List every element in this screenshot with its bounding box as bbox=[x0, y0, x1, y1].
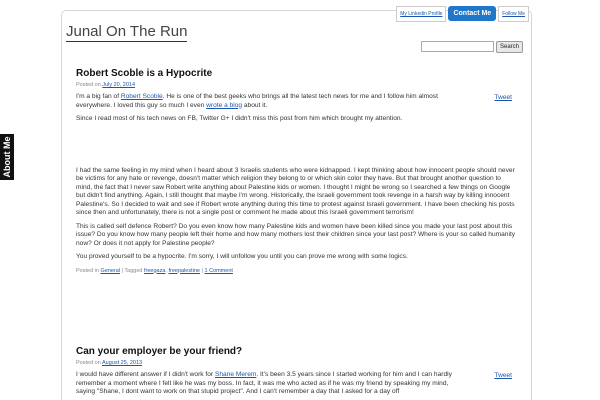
text-segment: . It's been 3.5 years since I started working for him and I can hardly remember a moment where I felt like he was my boss. In fact, it was me who acted as if he was my friend by speaking my mind, saying "Shane, I dont want to work on that stupid project". And I can't remember a day that I asked for a day off bbox=[76, 371, 452, 395]
tweet-button[interactable]: Tweet bbox=[494, 94, 512, 101]
tag-link[interactable]: freegaza bbox=[144, 267, 166, 274]
text-segment: . He is one of the best geeks who brings all the latest tech news for me and I follow him almost everywhere. I loved this guy so much I even bbox=[76, 93, 438, 109]
embed-placeholder bbox=[76, 124, 516, 162]
tag-link[interactable]: freepalestine bbox=[168, 267, 200, 274]
shane-merem-link[interactable]: Shane Merem bbox=[214, 371, 257, 378]
footer-text: | bbox=[199, 267, 205, 274]
text-segment: I would have different answer if I didn't work for bbox=[76, 371, 215, 378]
post-title[interactable]: Can your employer be your friend? bbox=[76, 346, 243, 357]
post-employer-friend bbox=[76, 346, 516, 397]
text-segment: about it. bbox=[242, 101, 268, 109]
footer-text: , bbox=[165, 267, 169, 274]
post-paragraph: I had the same feeling in my mind when I heard about 3 Israelis students who were kidnapped. I kept thinking about how innocent people should never be victims for any hate or revenge, doesn't matter which religion they belong to or which skin color they have. But that brought another question to mind, the fact that I never saw Robert write anything about Palestine kids or women. I thought I might be wrong so I searched a few things on Google but didn't find anything. Again, I still thought that maybe I'm wrong. Historically, the Israeli government took revenge in a harsh way by killing innocent Palestine's. So I decided to wait and see if Robert wrote anything during this time to protest against Israeli government. I have been checking his posts since then and unfortunately, there is not a single post or comment he made about this Israeli government terrorism! bbox=[76, 166, 515, 216]
post-title[interactable]: Robert Scoble is a Hypocrite bbox=[76, 68, 213, 79]
post-body bbox=[76, 371, 516, 397]
footer-text: Posted in bbox=[76, 267, 101, 274]
search-form bbox=[421, 41, 523, 53]
post-body bbox=[76, 93, 516, 262]
linkedin-link[interactable]: My Linkedin Profile bbox=[396, 6, 446, 22]
top-links bbox=[396, 6, 529, 22]
category-link[interactable]: General bbox=[100, 267, 121, 274]
post-meta bbox=[76, 82, 516, 88]
post-paragraph: This is called self defence Robert? Do you even know how many Palestine kids and women have been killed since you made your last post about this issue? Do you know how many people left their home and how many mothers lost their children since your last post? Where is your so called humanity now? Or does it not apply for Palestine people? bbox=[76, 222, 516, 247]
wrote-a-blog-link[interactable]: wrote a blog bbox=[206, 101, 243, 109]
post-paragraph bbox=[76, 371, 516, 397]
robert-scoble-link[interactable]: Robert Scoble bbox=[120, 93, 163, 100]
post-meta bbox=[76, 360, 516, 366]
post-robert-scoble bbox=[76, 68, 516, 274]
page-frame bbox=[61, 10, 532, 400]
follow-me-link[interactable]: Follow Me bbox=[498, 6, 529, 22]
post-meta-prefix: Posted on bbox=[76, 360, 102, 366]
post-footer bbox=[76, 268, 516, 274]
about-me-label: About Me bbox=[2, 136, 12, 178]
post-paragraph: Since I read most of his tech news on FB, Twitter G+ I didn't miss this post from him which brought my attention. bbox=[76, 115, 403, 122]
footer-text: | Tagged bbox=[120, 267, 145, 274]
search-button[interactable]: Search bbox=[496, 41, 523, 53]
about-me-tab[interactable] bbox=[0, 134, 14, 180]
search-input[interactable] bbox=[421, 41, 494, 52]
site-title[interactable]: Junal On The Run bbox=[66, 23, 188, 40]
contact-me-button[interactable]: Contact Me bbox=[448, 6, 496, 21]
post-date-link[interactable]: August 25, 2013 bbox=[102, 360, 143, 366]
post-paragraph: You proved yourself to be a hypocrite. I'm sorry, I will unfollow you until you can prove me wrong with some logics. bbox=[76, 253, 408, 260]
post-paragraph bbox=[76, 93, 516, 110]
tweet-button[interactable]: Tweet bbox=[494, 372, 512, 379]
post-date-link[interactable]: July 20, 2014 bbox=[102, 82, 136, 88]
comments-link[interactable]: 1 Comment bbox=[204, 267, 233, 274]
post-meta-prefix: Posted on bbox=[76, 82, 103, 88]
text-segment: I'm a big fan of bbox=[76, 93, 121, 100]
